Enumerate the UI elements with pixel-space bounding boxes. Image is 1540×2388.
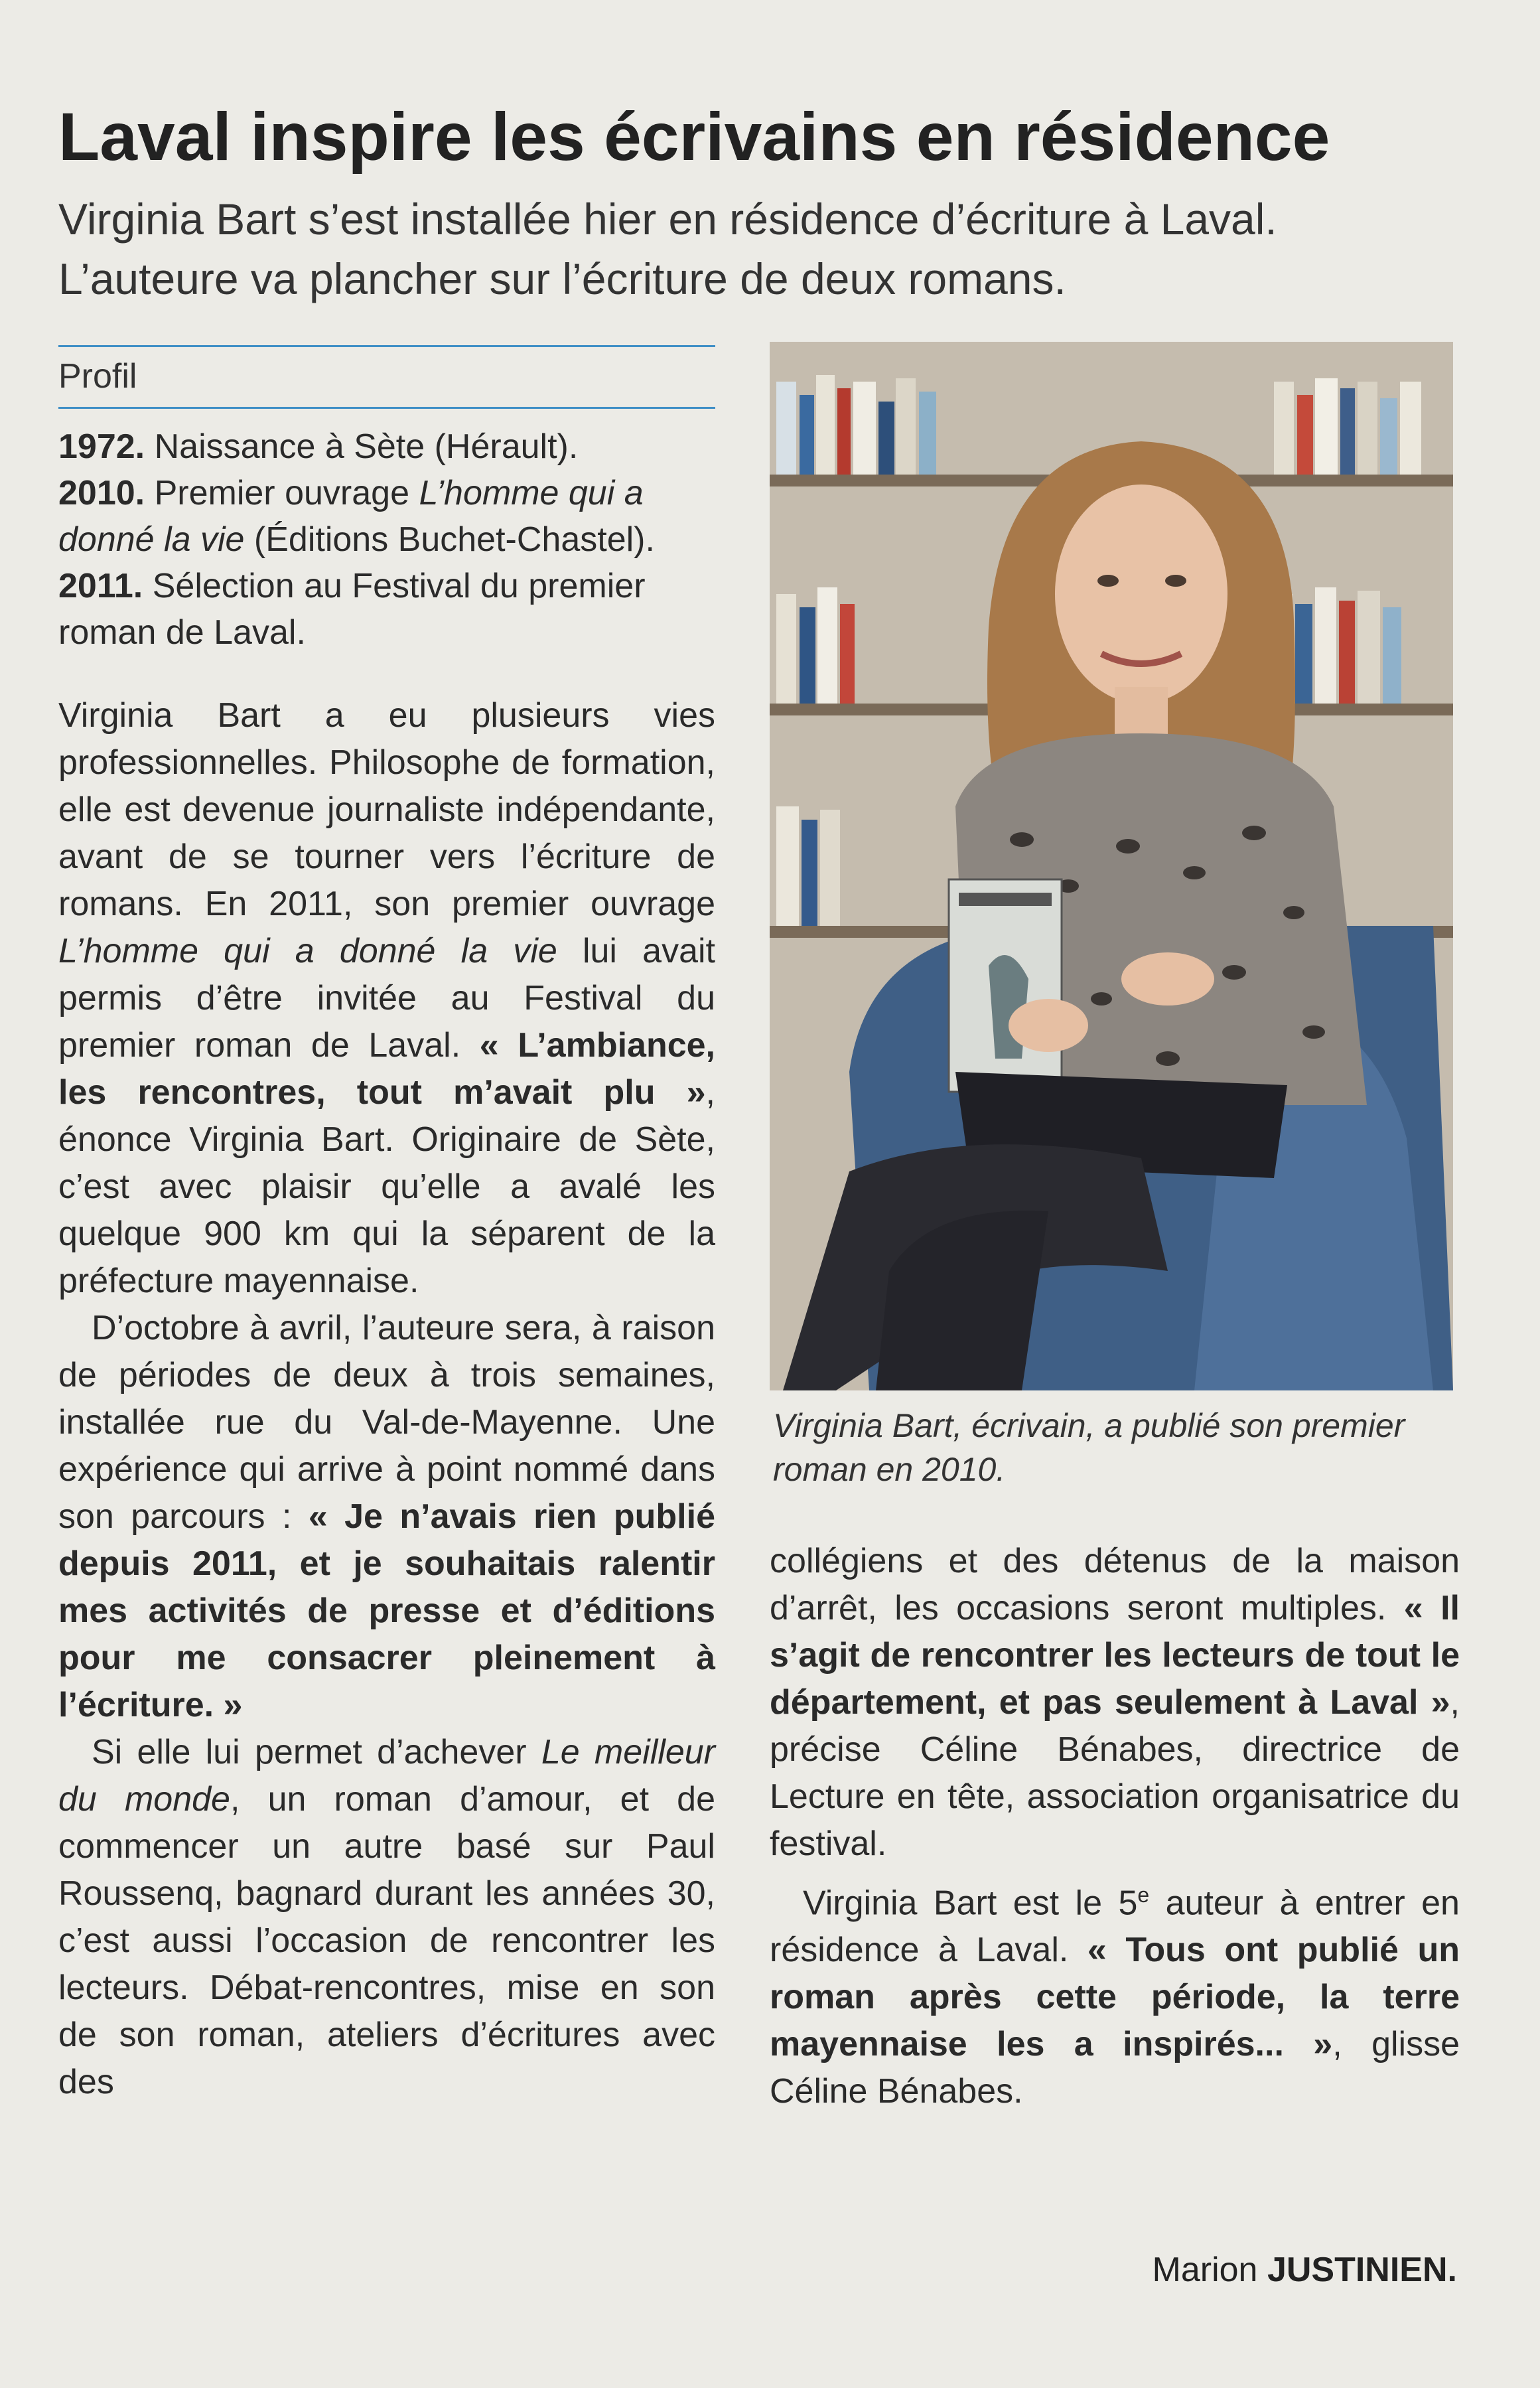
right-paragraph-2 <box>770 1872 1460 2115</box>
profil-heading: Profil <box>58 357 137 396</box>
profil-text: Sélection au Festival du premier roman de Laval. <box>58 567 646 652</box>
profil-year: 1972. <box>58 427 145 466</box>
text-run: , glisse Céline Bénabes. <box>770 2025 1460 2111</box>
profil-top-rule <box>58 345 715 347</box>
article-lead: Virginia Bart s’est installée hier en résidence d’écriture à Laval. L’auteure va plancher sur l’écriture de deux romans. <box>58 194 1277 303</box>
text-run: Virginia Bart a eu plusieurs vies professionnelles. Philosophe de formation, elle est devenue journaliste indépendante, avant de se tourner vers l’écriture de romans. En 2011, son premier ouvrage <box>58 696 715 923</box>
text-run: collégiens et des détenus de la maison d’arrêt, les occasions seront multiples. <box>770 1542 1460 1627</box>
text-run: Virginia Bart est le 5 <box>803 1884 1138 1923</box>
text-run: Si elle lui permet d’achever <box>92 1733 541 1771</box>
left-paragraph-2 <box>58 1305 715 1729</box>
profil-year: 2011. <box>58 567 143 605</box>
quote: « Tous ont publié un roman après cette période, la terre mayennaise les a inspirés... » <box>770 1931 1460 2064</box>
left-paragraph-3 <box>58 1729 715 2106</box>
quote: « Je n’avais rien publié depuis 2011, et je souhaitais ralentir mes activités de presse et d’éditions pour me consacrer pleinement à l’écriture. » <box>58 1497 715 1724</box>
quote: « Il s’agit de rencontrer les lecteurs de tout le département, et pas seulement à Laval » <box>770 1589 1460 1722</box>
text-run: auteur à entrer en résidence à Laval. <box>770 1884 1460 1970</box>
author-photo <box>770 342 1453 1390</box>
byline-first-name: Marion <box>1152 2251 1258 2289</box>
article-title: Laval inspire les écrivains en résidence <box>58 99 1330 175</box>
text-run: , précise Céline Bénabes, directrice de Lecture en tête, association organisatrice du festival. <box>770 1683 1460 1863</box>
text-run: lui avait permis d’être invitée au Festival du premier roman de Laval. <box>58 932 715 1065</box>
photo-illustration <box>770 342 1453 1390</box>
book-title: Le meilleur du monde <box>58 1733 715 1819</box>
text-run: , énonce Virginia Bart. Originaire de Sète, c’est avec plaisir qu’elle a avalé les quelque 900 km qui la séparent de la préfecture mayennaise. <box>58 1073 715 1300</box>
profil-item-1972 <box>58 423 715 470</box>
ordinal-suffix: e <box>1137 1883 1150 1907</box>
right-column <box>770 342 1460 2115</box>
right-paragraph-1 <box>770 1538 1460 1868</box>
profil-text: (Éditions Buchet-Chastel). <box>244 520 655 559</box>
profil-text: Naissance à Sète (Hérault). <box>154 427 579 466</box>
profil-text: Premier ouvrage <box>154 474 419 512</box>
photo-caption: Virginia Bart, écrivain, a publié son premier roman en 2010. <box>773 1407 1405 1488</box>
author-byline <box>1153 2250 1457 2290</box>
profil-item-2010 <box>58 470 715 563</box>
profil-bottom-rule <box>58 407 715 409</box>
quote: « L’ambiance, les rencontres, tout m’avait plu » <box>58 1026 716 1112</box>
left-column <box>58 345 715 2106</box>
text-run: D’octobre à avril, l’auteure sera, à raison de périodes de deux à trois semaines, installée rue du Val-de-Mayenne. Une expérience qui arrive à point nommé dans son parcours : <box>58 1309 715 1536</box>
byline-last-name: JUSTINIEN. <box>1267 2251 1457 2289</box>
book-title: L’homme qui a donné la vie <box>58 474 644 559</box>
profil-item-2011 <box>58 563 715 656</box>
book-title: L’homme qui a donné la vie <box>58 932 557 970</box>
left-paragraph-1 <box>58 692 715 1305</box>
text-run: , un roman d’amour, et de commencer un autre basé sur Paul Roussenq, bagnard durant les années 30, c’est aussi l’occasion de rencontrer les lecteurs. Débat-rencontres, mise en son de son roman, ateliers d’écritures avec des <box>58 1780 715 2101</box>
profil-year: 2010. <box>58 474 145 512</box>
